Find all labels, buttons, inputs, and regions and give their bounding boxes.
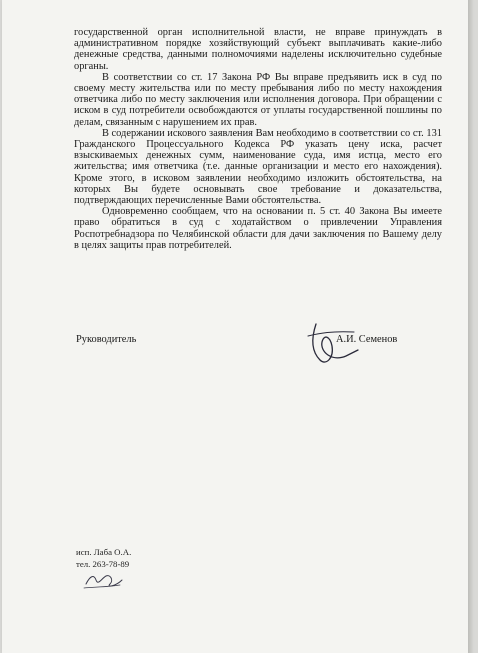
- executor-phone: тел. 263-78-89: [76, 559, 130, 569]
- signature-block: [2, 330, 468, 390]
- signatory-title: Руководитель: [76, 334, 137, 345]
- paragraph-continuation: государственной орган исполнительной власти, не вправе принуждать в административном порядке хозяйствующий субъект выплачивать какие-либо денежные средства, данными полномочиями наделены исключительно судебные органы.: [74, 27, 442, 72]
- handwritten-signature-icon: [302, 316, 362, 376]
- paragraph-jurisdiction: В соответствии со ст. 17 Закона РФ Вы вправе предъявить иск в суд по своему месту жительства или по месту пребывания либо по месту нахождения ответчика либо по месту заключения или исполнения договора. При обращении с иском в суд потребители освобождаются от уплаты государственной пошлины по делам, связанным с нарушением их прав.: [74, 71, 442, 128]
- signatory-name: А.И. Семенов: [336, 334, 398, 345]
- executor-info: [76, 546, 131, 570]
- paragraph-rospotrebnadzor: Одновременно сообщаем, что на основании п. 5 ст. 40 Закона Вы имеете право обратиться в суд с ходатайством о привлечении Управления Роспотребнадзора по Челябинской области для дачи заключения по Вашему делу в целях защиты прав потребителей.: [74, 206, 442, 251]
- executor-name: исп. Лаба О.А.: [76, 547, 132, 557]
- letter-body: [74, 27, 442, 251]
- initials-signature-icon: [80, 568, 126, 590]
- paragraph-claim-contents: В содержании искового заявления Вам необходимо в соответствии со ст. 131 Гражданского Процессуального Кодекса РФ указать цену иска, расчет взыскиваемых денежных сумм, наименование суда, имя истца, место его жительства; имя ответчика (т.е. данные организации и место его нахождения). Кроме этого, в исковом заявлении необходимо изложить обстоятельства, на которых Вы будете основывать свое требование и доказательства, подтверждающих перечисленные Вами обстоятельства.: [74, 127, 442, 207]
- document-page: [2, 0, 468, 653]
